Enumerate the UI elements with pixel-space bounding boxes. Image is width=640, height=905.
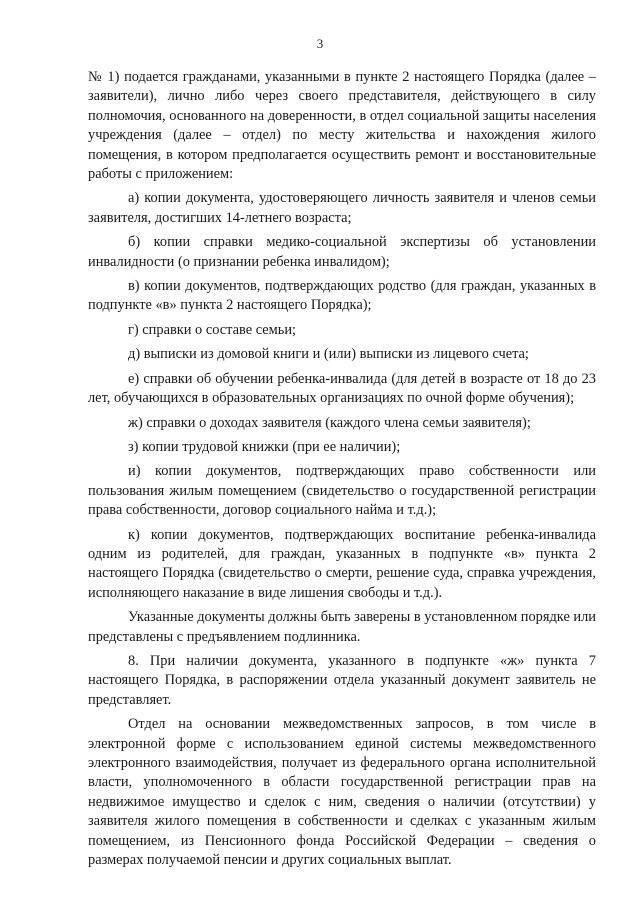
- paragraph-intro: № 1) подается гражданами, указанными в пункте 2 настоящего Порядка (далее – заявители), лично либо через своего представителя, действующего в силу полномочия, основанного на доверенности, в отдел социальной защиты населения учреждения (далее – отдел) по месту жительства и нахождения жилого помещения, в котором предполагается осуществить ремонт и восстановительные работы с приложением:: [88, 69, 596, 183]
- list-item-v: в) копии документов, подтверждающих родство (для граждан, указанных в подпункте «в» пункта 2 настоящего Порядка);: [88, 278, 596, 314]
- list-item-a: а) копии документа, удостоверяющего личность заявителя и членов семьи заявителя, достигших 14-летнего возраста;: [88, 190, 596, 226]
- list-item-g: г) справки о составе семьи;: [128, 321, 297, 338]
- page-number: 3: [316, 36, 324, 51]
- document-body: [88, 68, 596, 870]
- list-item-i: и) копии документов, подтверждающих право собственности или пользования жилым помещением (свидетельство о государственной регистрации права собственности, договор социального найма и т.д.);: [88, 463, 596, 519]
- paragraph-clause-8: 8. При наличии документа, указанного в подпункте «ж» пункта 7 настоящего Порядка, в распоряжении отдела указанный документ заявитель не представляет.: [88, 652, 596, 708]
- list-item-d: д) выписки из домовой книги и (или) выписки из лицевого счета;: [128, 346, 529, 363]
- paragraph-interagency-requests: Отдел на основании межведомственных запросов, в том числе в электронной форме с использованием единой системы межведомственного электронного взаимодействия, получает из федерального органа исполнительной власти, уполномоченного в области государственной регистрации прав на недвижимое имущество и сделок с ним, сведения о наличии (отсутствии) у заявителя жилого помещения в собственности и сделках с указанным жилым помещением, из Пенсионного фонда Российской Федерации – сведения о размерах получаемой пенсии и других социальных выплат.: [88, 716, 596, 869]
- list-item-z: з) копии трудовой книжки (при ее наличии);: [128, 438, 401, 455]
- list-item-zh: ж) справки о доходах заявителя (каждого члена семьи заявителя);: [128, 414, 531, 431]
- paragraph-certification: Указанные документы должны быть заверены в установленном порядке или представлены с предъявлением подлинника.: [88, 609, 597, 645]
- list-item-b: б) копии справки медико-социальной экспертизы об установлении инвалидности (о признании ребенка инвалидом);: [88, 234, 596, 270]
- list-item-k: к) копии документов, подтверждающих воспитание ребенка-инвалида одним из родителей, для граждан, указанных в подпункте «в» пункта 2 настоящего Порядка (свидетельство о смерти, решение суда, справка учреждения, исполняющего наказание в виде лишения свободы и т.д.).: [88, 526, 596, 601]
- list-item-e: е) справки об обучении ребенка-инвалида (для детей в возрасте от 18 до 23 лет, обучающихся в образовательных организациях по очной форме обучения);: [88, 370, 596, 407]
